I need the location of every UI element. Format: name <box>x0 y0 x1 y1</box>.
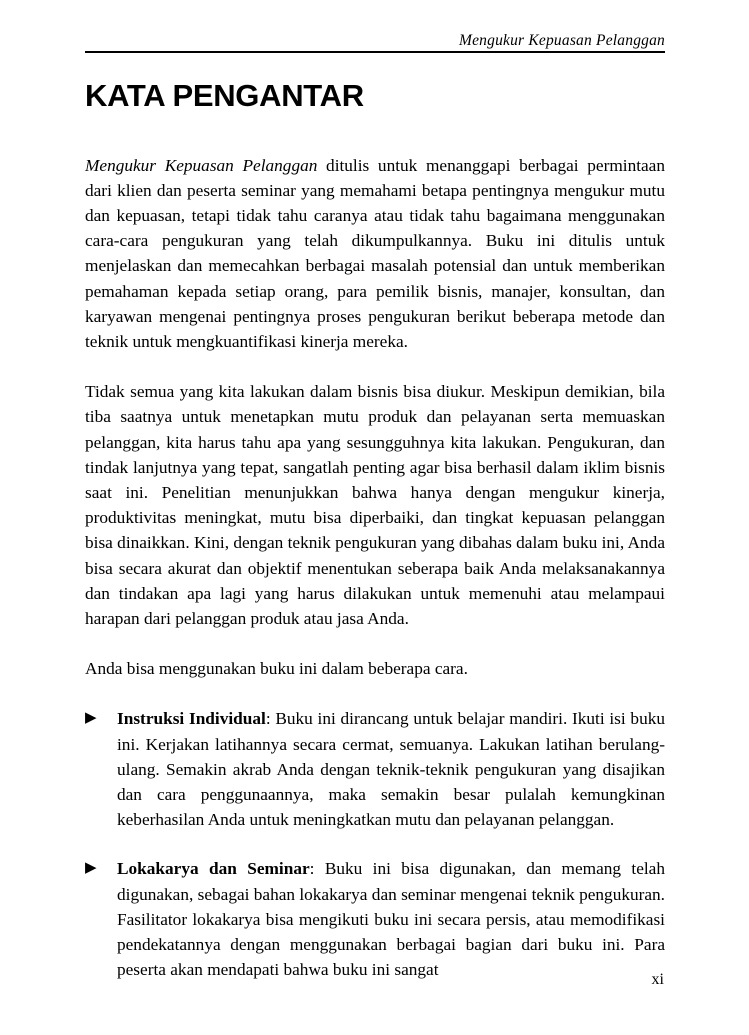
list-item-separator: : <box>309 859 325 879</box>
list-item-lead: Instruksi Individual <box>117 709 266 729</box>
triangle-bullet-icon: ▶ <box>85 710 97 727</box>
list-item <box>85 856 665 982</box>
page-title: KATA PENGANTAR <box>85 78 364 114</box>
paragraph-1 <box>85 153 665 355</box>
list-item-separator: : <box>265 709 276 729</box>
bullet-list <box>85 706 665 982</box>
running-head: Mengukur Kepuasan Pelanggan <box>458 32 665 49</box>
paragraph-3: Anda bisa menggunakan buku ini dalam beberapa cara. <box>85 659 468 679</box>
paragraph-2: Tidak semua yang kita lakukan dalam bisnis bisa diukur. Meskipun demikian, bila tiba saatnya untuk menetapkan mutu produk dan pelayanan serta memuaskan pelanggan, kita harus tahu apa yang sesungguhnya kita lakukan. Pengukuran, dan tindak lanjutnya yang tepat, sangatlah penting agar bisa berhasil dalam iklim bisnis saat ini. Penelitian menunjukkan bahwa hanya dengan mengukur kinerja, produktivitas meningkat, mutu bisa diperbaiki, dan tingkat kepuasan pelanggan bisa dinaikkan. Kini, dengan teknik pengukuran yang dibahas dalam buku ini, Anda bisa secara akurat dan objektif menentukan seberapa baik Anda melaksanakannya dan tindakan apa lagi yang harus dilakukan untuk memenuhi atau melampaui harapan dari pelanggan produk atau jasa Anda. <box>85 382 665 629</box>
page-content <box>85 32 665 982</box>
list-item-text: Buku ini bisa digunakan, dan memang telah digunakan, sebagai bahan lokakarya dan seminar mengenai teknik pengukuran. Fasilitator lokakarya bisa mengikuti buku ini secara persis, atau memodifikasi pendekatannya dengan menggunakan berbagai bagian dari buku ini. Para peserta akan mendapati bahwa buku ini sangat <box>117 859 666 980</box>
list-item-lead: Lokakarya dan Seminar <box>117 859 310 879</box>
triangle-bullet-icon: ▶ <box>85 860 97 877</box>
body-text <box>85 153 665 983</box>
header-rule <box>85 51 665 53</box>
page-number: xi <box>651 971 664 988</box>
list-item-text: Buku ini dirancang untuk belajar mandiri. Ikuti isi buku ini. Kerjakan latihannya secara cermat, semuanya. Lakukan latihan berulang-ulang. Semakin akrab Anda dengan teknik-teknik pengukuran yang disajikan dan cara penggunaannya, maka semakin besar pulalah kemungkinan keberhasilan Anda untuk meningkatkan mutu dan pelayanan pelanggan. <box>117 709 665 830</box>
book-title-italic: Mengukur Kepuasan Pelanggan <box>85 155 318 175</box>
list-item <box>85 706 665 832</box>
paragraph-1-rest: ditulis untuk menanggapi berbagai permintaan dari klien dan peserta seminar yang memahami betapa pentingnya mengukur mutu dan kepuasan, tetapi tidak tahu caranya atau tidak tahu bagaimana menggunakan cara-cara pengukuran yang telah dikumpulkannya. Buku ini ditulis untuk menjelaskan dan memecahkan berbagai masalah potensial dan untuk memberikan pemahaman kepada setiap orang, para pemilik bisnis, manajer, konsultan, dan karyawan mengenai pentingnya proses pengukuran berikut beberapa metode dan teknik untuk mengkuantifikasi kinerja mereka. <box>85 155 665 352</box>
